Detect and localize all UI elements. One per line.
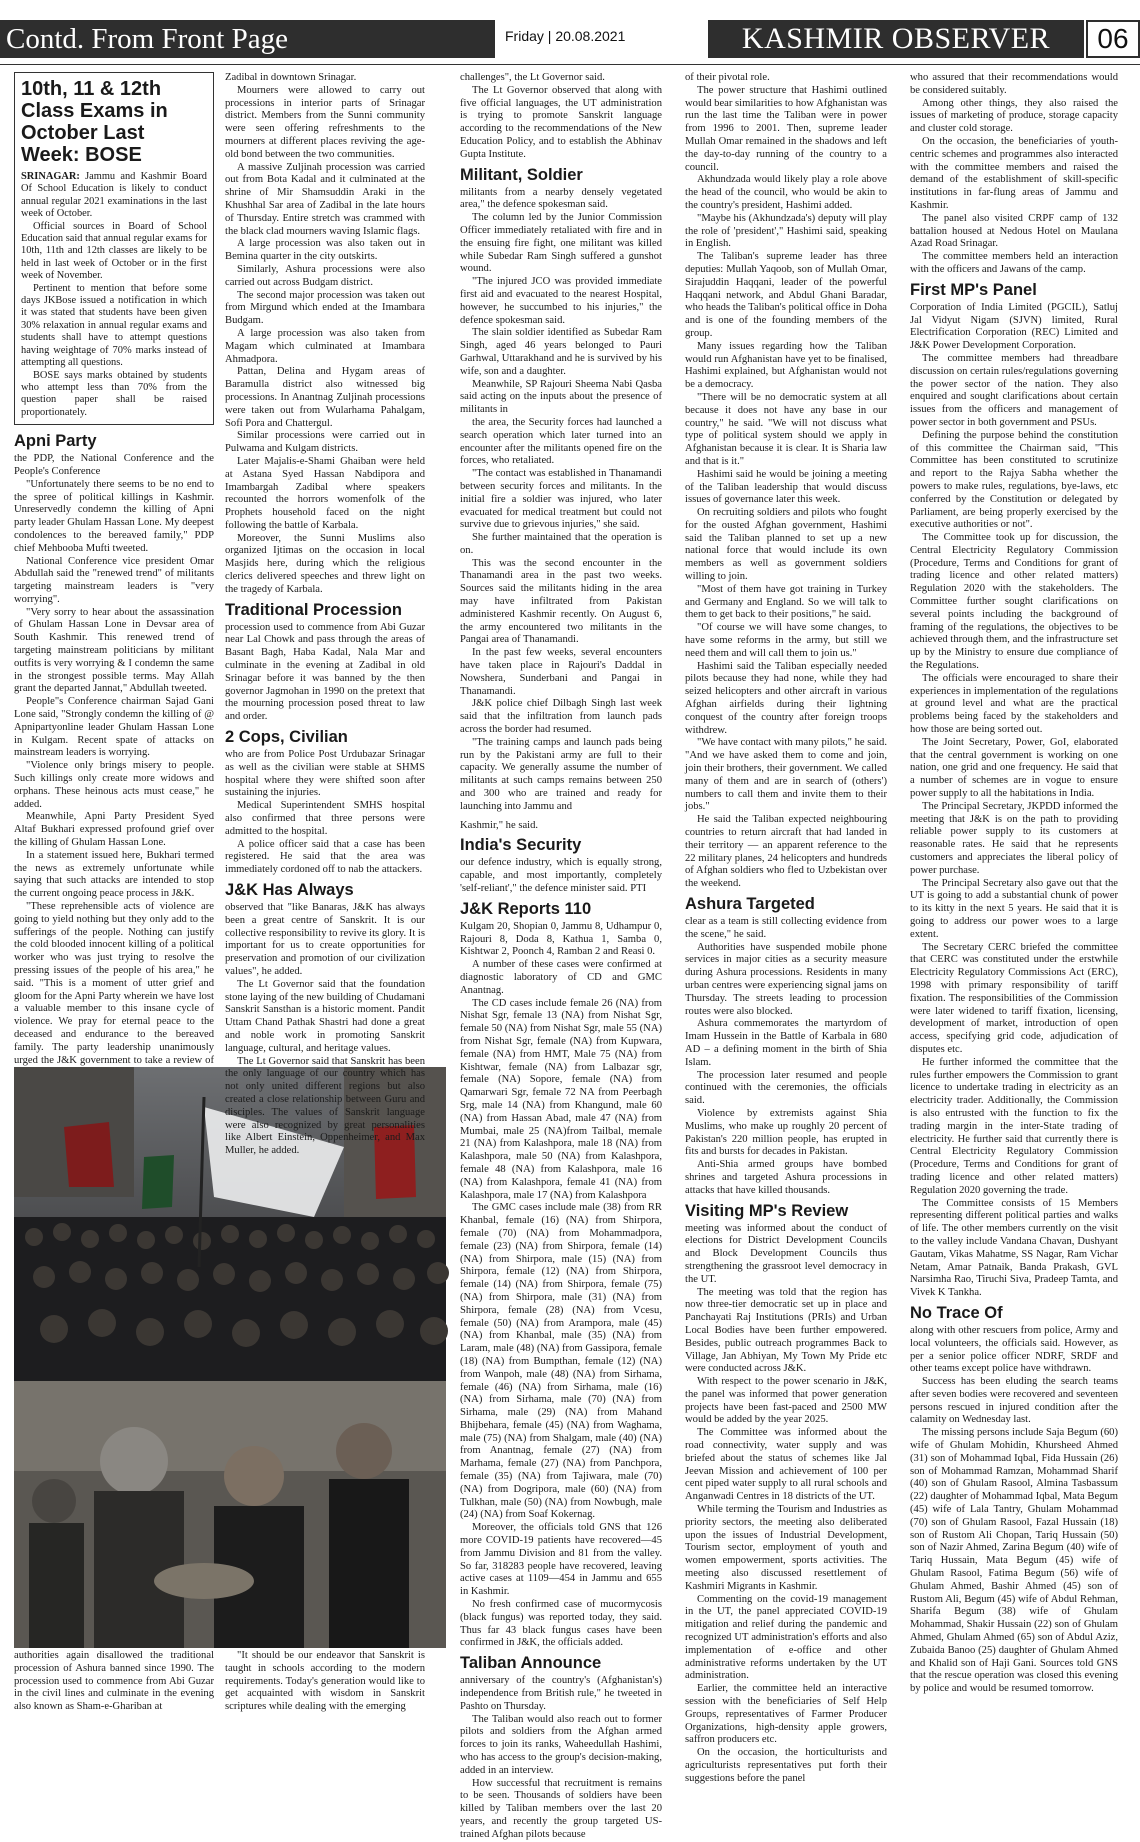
mp-p5: While terming the Tourism and Industries as priority sectors, the meeting also deliberated upon the issues of Industrial Development, Tourism sector, employment of youth and women empowerment, sports activities. The meeting also discussed resettlement of Kashmiri Migrants in Kashmir.	[685, 1504, 887, 1592]
trace-p1: along with other rescuers from police, Army and local volunteers, the officials said. However, as per a senior police officer NDRF, SRDF and other teams except police have withdrawn.	[910, 1324, 1118, 1375]
militant-p6: the area, the Security forces had launched a search operation which later turned into an encounter after the militants opened fire on the forces, who retaliated.	[460, 416, 662, 467]
ashura-targeted-heading: Ashura Targeted	[685, 895, 815, 913]
targeted-p4: The procession later resumed and people continued with the ceremonies, the officials said.	[685, 1069, 887, 1107]
mp-p7: Earlier, the committee held an interactive session with the beneficiaries of Self Help Groups, representatives of Farmer Producer Organizations, high-density apple growers, saffron producers etc.	[685, 1683, 887, 1746]
mp-cont-p3: On the occasion, the beneficiaries of youth-centric schemes and programmes also interacted with the committee members and raised the demand of the establishment of skill-specific institutions in far-flung areas of Jammu and Kashmir.	[910, 135, 1118, 211]
militant-p11: J&K police chief Dilbagh Singh last week said that the infiltration from launch pads across the border had resumed.	[460, 698, 662, 736]
apni-p3: National Conference vice president Omar Abdullah said the "renewed trend" of militants targeting mainstream leaders is "very worrying".	[14, 555, 214, 605]
taliban-cont-p3: Akhundzada would likely play a role above the head of the council, who would be akin to the country's president, Hashimi added.	[685, 174, 887, 211]
ashura-bottom-text: authorities again disallowed the traditional procession of Ashura banned since 1990. The procession used to commence from Abi Guzar in the civil lines and culminate in the evening also known as Sham-e-Ghariban at	[14, 1650, 214, 1713]
taliban-p1: anniversary of the country's (Afghanistan's) independence from British rule," he tweeted in Pashto on Thursday.	[460, 1675, 662, 1712]
taliban-cont-p1: of their pivotal role.	[685, 72, 770, 83]
apni-p1: the PDP, the National Conference and the People's Conference	[14, 453, 214, 477]
ashura-p10: Later Majalis-e-Shami Ghaiban were held at Astana Syed Hassan Nabdipora and Imambargah Zadibal where speakers recounted the horrors womenfolk of the Prophets household faced on the night following the battle of Karbala.	[225, 455, 425, 531]
panel-p2: The committee members had threadbare discussion on certain rules/regulations governing the power sector of the nation. They also enquired and sought clarifications about certain issues from the officers and management of power sector in both government and PSUs.	[910, 352, 1118, 428]
jk-p1: observed that "like Banaras, J&K has always been a great centre of Sanskrit. It is our collective responsibility to revive its glory. It is important for us to create opportunities for preservation and promotion of our civilization values", he added.	[225, 902, 425, 977]
taliban-cont-p6: Many issues regarding how the Taliban would run Afghanistan have yet to be finalised, Hashimi explained, but Afghanistan would not be a democracy.	[685, 340, 887, 391]
mp-p6: Commenting on the covid-19 management in the UT, the panel appreciated COVID-19 mitigation and relief during the pandemic and recognized UT administration's efforts and also implementation of e-office and other administrative reforms undertaken by the UT administration.	[685, 1593, 887, 1682]
militant-p2: The column led by the Junior Commission Officer immediately retaliated with fire and in the ensuing fire fight, one militant was killed while Subedar Ram Singh suffered a gunshot wound.	[460, 212, 662, 275]
newspaper-brand: KASHMIR OBSERVER	[708, 20, 1084, 58]
apni-p2: "Unfortunately there seems to be no end to the spree of political killings in Kashmir. Unreservedly condemn the killing of Apni party leader Ghulam Hassan Lone. My deepest condolences to the bereaved family," PDP chief Mehbooba Mufti tweeted.	[14, 478, 214, 554]
bose-p3: Pertinent to mention that before some days JKBose issued a notification in which it was stated that students have been given 30% relaxation in annual regular exams and students shall have to attempt questions having weightage of 70% marks instead of attempting all questions.	[21, 282, 207, 369]
jk-p3: The Lt Governor said that Sanskrit has been the only language of our country which has not only united different regions but also created a close relationship between Guru and disciples. The values of Sanskrit language were also recognized by great personalities like Albert Einstein, Oppenheimer, and Max Muller, he added.	[225, 1055, 425, 1157]
lg-sanskrit-p1: challenges", the Lt Governor said.	[460, 72, 605, 83]
page-number: 06	[1086, 20, 1140, 58]
panel-p7: The Principal Secretary, JKPDD informed the meeting that J&K is on the path to providing reliable power supply to its customers at reasonable rates. He said that he represents customers and appreciates the liberal policy of power purchase.	[910, 800, 1118, 876]
taliban-cont-p5: The Taliban's supreme leader has three deputies: Mullah Yaqoob, son of Mullah Omar, Sirajuddin Haqqani, leader of the powerful Haqqani network, and Abdul Ghani Baradar, who heads the Taliban's political office in Doha and is one of the founding members of the group.	[685, 251, 887, 339]
column-3	[460, 72, 662, 1840]
reports-p4: The GMC cases include male (38) from RR Khanbal, female (16) (NA) from Shirpora, female (70) (NA) from Mohammadpora, female (23) (NA) from Shirpora, female (14) (NA) from Shirpora, male (15) (NA) from Shirpora, female (12) (NA) from Shirpora, female (14) (NA) from Shirpora, female (75) (NA) from Shirpora, male (31) (NA) from Shirpora, female (28) (NA) from Vcesu, female (50) (NA) from Arampora, male (45) (NA) from Khanbal, male (35) (NA) from Laram, male (48) (NA) from Gassipora, female (18) (NA) from Bumpthan, female (12) (NA) from Wanpoh, male (48) (NA) from Sirhama, female (46) (NA) from Sirhama, male (16) (NA) from Sirhama, male (70) (NA) from Sirhama, male (29) (NA) from Mahand Bhijbehara, female (45) (NA) from Waghama, male (75) (NA) from Shalgam, male (40) (NA) from Anantnag, female (27) (NA) from Marhama, female (27) (NA) from Panchpora, female (35) (NA) from Tajiwara, male (70) (NA) from Dogripora, male (60) (NA) from Tulkhan, male (50) (NA) from Nowbugh, male (24) (NA) from Soaf Kokernag.	[460, 1202, 662, 1521]
section-title: Contd. From Front Page	[0, 20, 495, 58]
issue-date: Friday | 20.08.2021	[505, 28, 626, 44]
column-2-bottom	[225, 1650, 425, 1750]
lg-sanskrit-p2: The Lt Governor observed that along with five official languages, the UT administration is trying to promote Sanskrit language according to the recommendations of the New Education Policy, and to establish the Abhinav Gupta Institute.	[460, 84, 662, 160]
ashura-p11: Moreover, the Sunni Muslims also organized Ijtimas on the occasion in local Masjids here, during which the religious clerics delivered speeches and threw light on the tragedy of Karbala.	[225, 532, 425, 595]
mp-p1: meeting was informed about the conduct of elections for District Development Councils and Block Development Councils thus strengthening the grassroot level democracy in the UT.	[685, 1222, 887, 1285]
reports-p6: No fresh confirmed case of mucormycosis (black fungus) was reported today, they said. Thus far 43 black fungus cases have been confirmed in J&K, the officials added.	[460, 1599, 662, 1649]
militant-p12: "The training camps and launch pads being run by the Pakistani army are full to their capacity. We generally assume the number of militants at such camps remains between 250 and 300 who are trained and ready for launching into Jammu and	[460, 736, 662, 812]
mourners-photo	[14, 1381, 446, 1648]
bose-p1: Jammu and Kashmir Board Of School Education is likely to conduct annual regular 2021 examinations in the last week of October.	[21, 171, 207, 220]
cops-p2: Medical Superintendent SMHS hospital also confirmed that three persons were admitted to the hospital.	[225, 800, 425, 837]
panel-p1: Corporation of India Limited (PGCIL), Satluj Jal Vidyut Nigam (SJVN) limited, Rural Electrification Corporation (REC) Limited and J&K Power Development Corporation.	[910, 301, 1118, 352]
no-trace-heading: No Trace Of	[910, 1303, 1003, 1322]
taliban-cont-p4: "Maybe his (Akhundzada's) deputy will play the role of 'president'," Hashimi said, speaking in English.	[685, 212, 887, 250]
ashura-p9: Similar processions were carried out in Pulwama and Kulgam districts.	[225, 430, 425, 455]
first-mp-panel-heading: First MP's Panel	[910, 280, 1037, 299]
visiting-mp-heading: Visiting MP's Review	[685, 1201, 849, 1220]
india-p1: our defence industry, which is equally strong, capable, and most importantly, completely 'self-reliant'," the defence minister said. PTI	[460, 857, 662, 895]
apni-p8: In a statement issued here, Bukhari termed the news as extremely unfortunate while saying that such attacks are intended to stop the current ongoing peace process in J&K.	[14, 849, 214, 900]
ashura-p2: Mourners were allowed to carry out processions in interior parts of Srinagar district. Members from the Sunni community were seen offering refreshments to the mourners at different places reviving the age-old bond between the two communities.	[225, 84, 425, 160]
jk-has-always-heading: J&K Has Always	[225, 881, 354, 900]
bose-p4: BOSE says marks obtained by students who attempt less than 70% from the question paper shall be raised proportionately.	[21, 369, 207, 418]
panel-p5: The officials were encouraged to share their experiences in implementation of the regulations at ground level and what are the practical problems being faced by the stakeholders and how those are being sorted out.	[910, 672, 1118, 736]
militant-soldier-heading: Militant, Soldier	[460, 165, 583, 184]
ashura-p1: Zadibal in downtown Srinagar.	[225, 72, 357, 83]
panel-p6: The Joint Secretary, Power, GoI, elaborated that the central government is working on one nation, one grid and one frequency. He said that a number of schemes are in vogue to ensure power supply to all the habitations in India.	[910, 736, 1118, 800]
targeted-p5: Violence by extremists against Shia Muslims, who make up roughly 20 percent of Pakistan's 220 million people, has erupted in fits and bursts for decades in Pakistan.	[685, 1107, 887, 1158]
taliban-cont-p10: "Most of them have got training in Turkey and Germany and England. So we will talk to them to get back to their positions," he said.	[685, 583, 887, 621]
column-5	[910, 72, 1118, 1750]
column-4	[685, 72, 887, 1784]
militant-p13: Kashmir," he said.	[460, 819, 539, 831]
taliban-p2: The Taliban would also reach out to former pilots and soldiers from the Afghan armed forces to join its ranks, Waheedullah Hashimi, who has access to the group's decision-making, added in an interview.	[460, 1713, 662, 1776]
militant-p4: The slain soldier identified as Subedar Ram Singh, aged 46 years belonged to Pauri Garhwal, Uttarakhand and he is survived by his wife, son and a daughter.	[460, 327, 662, 377]
cops-p1: who are from Police Post Urdubazar Srinagar as well as the civilian were stable at SHMS hospital where they were shifted soon after sustaining the injuries.	[225, 749, 425, 799]
mp-cont-p1: who assured that their recommendations would be considered suitably.	[910, 72, 1118, 96]
ashura-p3: A massive Zuljinah procession was carried out from Bota Kadal and it culminated at the shrine of Mir Shamsuddin Araki in the Khushhal Sar area of Zadibal in the late hours of Thursday. Entire stretch was crammed with the black clad mourners waving Islamic flags.	[225, 161, 425, 237]
apni-p9: "These reprehensible acts of violence are going to yield nothing but they only add to the sufferings of the people. Nothing can justify the cold blooded innocent killing of a political worker who was just trying to resolve the pressing issues of the people of his area," he said. "This is a moment of utter grief and gloom for the Apni Party wherein we have lost a valuable member to this insane cycle of violence. We pray for eternal peace to the deceased and endurance to the bereaved family. The party leadership unanimously urged the J&K government to take a review of	[14, 901, 214, 1066]
taliban-cont-p2: The power structure that Hashimi outlined would bear similarities to how Afghanistan was run the last time the Taliban were in power from 1996 to 2001. Then, supreme leader Mullah Omar remained in the shadows and left the day-to-day running of the country to a council.	[685, 84, 887, 173]
apni-p7: Meanwhile, Apni Party President Syed Altaf Bukhari expressed profound grief over the killing of Ghulam Hassan Lone.	[14, 811, 214, 849]
cops-civilian-heading: 2 Cops, Civilian	[225, 728, 348, 747]
trace-p2: Success has been eluding the search teams after seven bodies were recovered and seventeen persons rescued in injured condition after the calamity on Wednesday last.	[910, 1376, 1118, 1426]
trace-p3: The missing persons include Saja Begum (60) wife of Ghulam Mohidin, Khursheed Ahmed (31) son of Mohammad Iqbal, Fida Hussain (26) son of Mohammad Ramzan, Mohammad Sharif (40) son of Ghulam Rasool, Almina Tasbassum (22) daughter of Mohammad Iqbal, Mata Begum (45) wife of Lala Tantry, Ghulam Mohammad (70) son of Ghulam Rasool, Fazal Hussain (18) son of Rustom Ali Chopan, Tariq Hussain (50) son of Nazir Ahmed, Zarina Begum (40) wife of Tariq Hussain, Mata Begum (45) wife of Ghulam Rasool, Fatima Begum (56) wife of Ghulam Ahmed, Bashir Ahmed (45) son of Rustom Ali, Begum (45) wife of Abdul Rehman, Sharifa Begum (38) wife of Ghulam Mohammad, Shakir Hussain (22) son of Ghulam Ahmed, Ghulam Ahmed (65) son of Abdul Aziz, Zubaida Banoo (25) daughter of Ghulam Ahmed and Khalid son of Haji Gani. Sources told GNS that the rescue operation was closed this evening by police and would be resumed tomorrow.	[910, 1427, 1118, 1695]
column-1-bottom	[14, 1650, 214, 1750]
militant-p5: Meanwhile, SP Rajouri Sheema Nabi Qasba said acting on the inputs about the presence of militants in	[460, 378, 662, 416]
panel-p10: He further informed the committee that the rules further empowers the Commission to grant licence to undertake trading in electricity as an electricity trader. Additionally, the Commission is also entrusted with the function to fix the trading margin in the inter-State trading of electricity. He further said that currently there is Central Electricity Regulatory Commission (Procedure, Terms and Conditions for grant of trading licence and other related matters) Regulation 2020 governing the trade.	[910, 1056, 1118, 1196]
taliban-cont-p14: He said the Taliban expected neighbouring countries to return aircraft that had landed in their territory — an apparent reference to the 22 military planes, 24 helicopters and hundreds of Afghan soldiers who fled to Uzbekistan over the weekend.	[685, 814, 887, 890]
masthead	[0, 20, 1140, 58]
mp-cont-p2: Among other things, they also raised the issues of marketing of produce, storage capacity and cluster cold storage.	[910, 97, 1118, 135]
taliban-cont-p8: Hashimi said he would be joining a meeting of the Taliban leadership that would discuss issues of governance later this week.	[685, 468, 887, 506]
mp-p8: On the occasion, the horticulturists and agriculturists representatives put forth their suggestions before the panel	[685, 1747, 887, 1784]
taliban-p3: How successful that recruitment is remains to be seen. Thousands of soldiers have been killed by Taliban members over the last 20 years, and recently the group targeted US-trained Afghan pilots because	[460, 1777, 662, 1840]
militant-p8: She further maintained that the operation is on.	[460, 532, 662, 556]
traditional-p1: procession used to commence from Abi Guzar near Lal Chowk and pass through the areas of Basant Bagh, Haba Kadal, Nala Mar and culminate in the evening at Zadibal in old Srinagar before it was banned by the then governor Jagmohan in 1990 on the pretext that the mourning procession posed threat to law and order.	[225, 621, 425, 723]
ashura-p4: A large procession was also taken out in Bemina quarter in the city outskirts.	[225, 238, 425, 263]
header-rule	[0, 64, 1140, 65]
taliban-cont-p13: "We have contact with many pilots," he said. "And we have asked them to come and join, join their brothers, their government. We called many of them and are in search of (others') numbers to call them and invite them to their jobs."	[685, 737, 887, 813]
targeted-p3: Ashura commemorates the martyrdom of Imam Hussein in the Battle of Karbala in 680 AD – a defining moment in the birth of Shia Islam.	[685, 1018, 887, 1068]
taliban-cont-p12: Hashimi said the Taliban especially needed pilots because they had none, while they had seized helicopters and other aircraft in various Afghan airfields during their lightning conquest of the country after foreign troops withdrew.	[685, 660, 887, 736]
panel-p4: The Committee took up for discussion, the Central Electricity Regulatory Commission (Procedure, Terms and Conditions for grant of trading licence and other related matters) Regulation 2020 with the stakeholders. The Committee further sought clarifications on several points including the background of framing of the regulations, the objectives to be achieved through them, and the infrastructure set up by the Ministry to ensure due compliance of the Regulations.	[910, 532, 1118, 672]
panel-p3: Defining the purpose behind the constitution of this committee the Chairman said, "This Committee has been constituted to scrutinize and report to the Rajya Sabha whether the powers to make rules, regulations, bye-laws, etc conferred by the Constitution or delegated by Parliament, are being properly exercised by the executive authorities or not".	[910, 429, 1118, 531]
jk-reports-heading: J&K Reports 110	[460, 899, 592, 918]
taliban-cont-p9: On recruiting soldiers and pilots who fought for the ousted Afghan government, Hashimi said the Taliban planned to set up a new national force that would include its own members as well as government soldiers willing to join.	[685, 507, 887, 583]
panel-p9: The Secretary CERC briefed the committee that CERC was constituted under the erstwhile Electricity Regulatory Commissions Act (ERC), 1998 with primary responsibility of tariff fixation. The responsibilities of the Commission were later widened to tariff fixation, licensing, development of market, introduction of open access, specifying grid code, adjudication of disputes etc.	[910, 941, 1118, 1055]
reports-p2: A number of these cases were confirmed at diagnostic laboratory of CD and GMC Anantnag.	[460, 959, 662, 996]
reports-p3: The CD cases include female 26 (NA) from Nishat Sgr, female 13 (NA) from Nishat Sgr, female 50 (NA) from Nishat Sgr, male 55 (NA) from Nishat Sgr, female (NA) from Kupwara, female (NA) from HMT, Male 75 (NA) from Kishtwar, female (NA) from Lalbazar sgr, female (NA) Sopore, female (NA) from Qamarwari Sgr, female 72 NA from Peerbagh Srg, male 14 (NA) from Khangund, male 60 (NA) from Hassan Abad, male 47 (NA) from Mumbai, male 25 (NA)from Tailbal, memale 21 (NA) from Kalashpora, male 18 (NA) from Kalashpora, male 50 (NA) from Kalashpora, female 48 (NA) from Kalashpora, male 16 (NA) from Kalashpora, female 41 (NA) from Kalashpora, male 17 (NA) from Kalashpora	[460, 997, 662, 1201]
panel-p8: The Principal Secretary also gave out that the UT is going to add a substantial chunk of power to its kitty in the next 5 years. He said that it is going to address our power woes to a large extent.	[910, 877, 1118, 940]
apni-p5: People"s Conference chairman Sajad Gani Lone said, "Strongly condemn the killing of @ Apnipartyonline leader Ghulam Hassan Lone in Kulgam. Recent spate of attacks on mainstream leaders is worrying.	[14, 696, 214, 759]
mp-p3: With respect to the power scenario in J&K, the panel was informed that power generation projects have been fast-paced and 2500 MW would be added by the year 2025.	[685, 1376, 887, 1426]
militant-p10: In the past few weeks, several encounters have taken place in Rajouri's Daddal in Nowshera, Sunderbani and Pangai in Thanamandi.	[460, 647, 662, 697]
reports-p5: Moreover, the officials told GNS that 126 more COVID-19 patients have recovered—45 from Jammu Division and 81 from the valley. So far, 318283 people have recovered, leaving active cases at 1109—454 in Jammu and 655 in Kashmir.	[460, 1522, 662, 1598]
india-security-heading: India's Security	[460, 836, 582, 855]
bose-p2: Official sources in Board of School Education said that annual regular exams for 10th, 11th and 12th classes are likely to be held in last week of October or in the first week of November.	[21, 220, 207, 282]
cops-p3: A police officer said that a case has been registered. He said that the area was immediately cordoned off to nab the attackers.	[225, 838, 425, 876]
apni-p6: "Violence only brings misery to people. Such killings only create more widows and orphans. These heinous acts must cease," he added.	[14, 760, 214, 810]
traditional-procession-heading: Traditional Procession	[225, 600, 402, 619]
taliban-cont-p7: "There will be no democratic system at all because it does not have any base in our country," he said. "We will not discuss what type of political system should we apply in Afghanistan because it is clear. It is Sharia law and that is it."	[685, 391, 887, 467]
targeted-p6: Anti-Shia armed groups have bombed shrines and targeted Ashura processions in attacks that have killed thousands.	[685, 1159, 887, 1196]
apni-party-heading: Apni Party	[14, 432, 97, 451]
mp-cont-p4: The panel also visited CRPF camp of 132 battalion housed at Nedous Hotel on Maulana Azad Road Srinagar.	[910, 212, 1118, 250]
militant-p7: "The contact was established in Thanamandi between security forces and militants. In the initial fire a soldier was injured, who later evacuated for medical treatment but could not survive due to grievous injuries," she said.	[460, 468, 662, 531]
taliban-announce-heading: Taliban Announce	[460, 1654, 602, 1673]
taliban-cont-p11: "Of course we will have some changes, to have some reforms in the army, but still we need them and will call them to join us."	[685, 622, 887, 659]
column-1	[14, 72, 214, 1067]
mp-p4: The Committee was informed about the road connectivity, water supply and was briefed about the status of schemes like Jal Jeevan Mission and achievement of 100 per cent piped water supply to all rural schools and Anganwadi Centres in 18 districts of the UT.	[685, 1427, 887, 1503]
mp-p2: The meeting was told that the region has now three-tier democratic set up in place and Panchayati Raj Institutions (PRIs) and Urban Local Bodies have been further empowered. Besides, public outreach programmes Back to Village, Jan Abhiyan, My Town My Pride etc were conducted across J&K.	[685, 1286, 887, 1375]
column-2	[225, 72, 425, 1157]
mp-cont-p5: The committee members held an interaction with the officers and Jawans of the camp.	[910, 251, 1118, 275]
targeted-p1: clear as a team is still collecting evidence from the scene," he said.	[685, 916, 887, 940]
dateline: SRINAGAR:	[21, 171, 80, 182]
jk-p2: The Lt Governor said that the foundation stone laying of the new building of Chudamani Sanskrit Sansthan is a historic moment. Pandit Uttam Chand Pathak Shastri had done a great and noble work in promoting Sanskrit language, cultural, and heritage values.	[225, 978, 425, 1054]
ashura-p6: The second major procession was taken out from Mirgund which ended at the Imambara Budgam.	[225, 289, 425, 327]
bose-exam-box	[14, 72, 214, 425]
bose-headline: 10th, 11 & 12th Class Exams in October Last Week: BOSE	[21, 78, 168, 166]
reports-p1: Kulgam 20, Shopian 0, Jammu 8, Udhampur 0, Rajouri 8, Doda 8, Kathua 1, Samba 0, Kishtwar 2, Poonch 4, Ramban 2 and Reasi 0.	[460, 920, 662, 958]
apni-p4: "Very sorry to hear about the assassination of Ghulam Hassan Lone in Devsar area of South Kashmir. This renewed trend of targeting mainstream politicians by militant outfits is very worrying & I condemn the same in the strongest possible terms. May Allah grant the departed Jannat," Abdullah tweeted.	[14, 606, 214, 695]
ashura-p5: Similarly, Ashura processions were also carried out across Budgam district.	[225, 263, 425, 288]
militant-p3: "The injured JCO was provided immediate first aid and evacuated to the nearest Hospital, however, he succumbed to his injuries," the defence spokesman said.	[460, 276, 662, 326]
panel-p11: The Committee consists of 15 Members representing different political parties and walks of life. The other members currently on the visit to the valley include Vandana Chavan, Dushyant Gautam, Vikas Mahatme, SS Nagar, Ram Vichar Netam, Amar Patnaik, Banda Prakash, GVL Narsimha Rao, Tiruchi Siva, Pradeep Tamta, and Vivek K Tankha.	[910, 1197, 1118, 1299]
militant-p9: This was the second encounter in the Thanamandi area in the past two weeks. Sources said the militants hiding in the area may have infiltrated from Pakistan administered Kashmir recently. On August 6, the army encountered two militants in the Pangai area of Thanamandi.	[460, 557, 662, 646]
militant-p1: militants from a nearby densely vegetated area," the defence spokesman said.	[460, 186, 662, 211]
ashura-p7: A large procession was also taken from Magam which culminated at Imambara Ahmadpora.	[225, 327, 425, 365]
targeted-p2: Authorities have suspended mobile phone services in major cities as a security measure during Ashura processions. Residents in many urban centres were experiencing signal jams on Thursday. The streets leading to procession routes were also blocked.	[685, 941, 887, 1017]
sanskrit-bottom-text: "It should be our endeavor that Sanskrit is taught in schools according to the modern requirements. Today's generation would like to get acquainted with wisdom in Sanskrit scriptures while dealing with the emerging	[225, 1650, 425, 1713]
ashura-p8: Pattan, Delina and Hygam areas of Baramulla district also witnessed big processions. In Anantnag Zuljinah processions were taken out from Wularhama Pahalgam, Sofi Pora and Chattergul.	[225, 366, 425, 429]
